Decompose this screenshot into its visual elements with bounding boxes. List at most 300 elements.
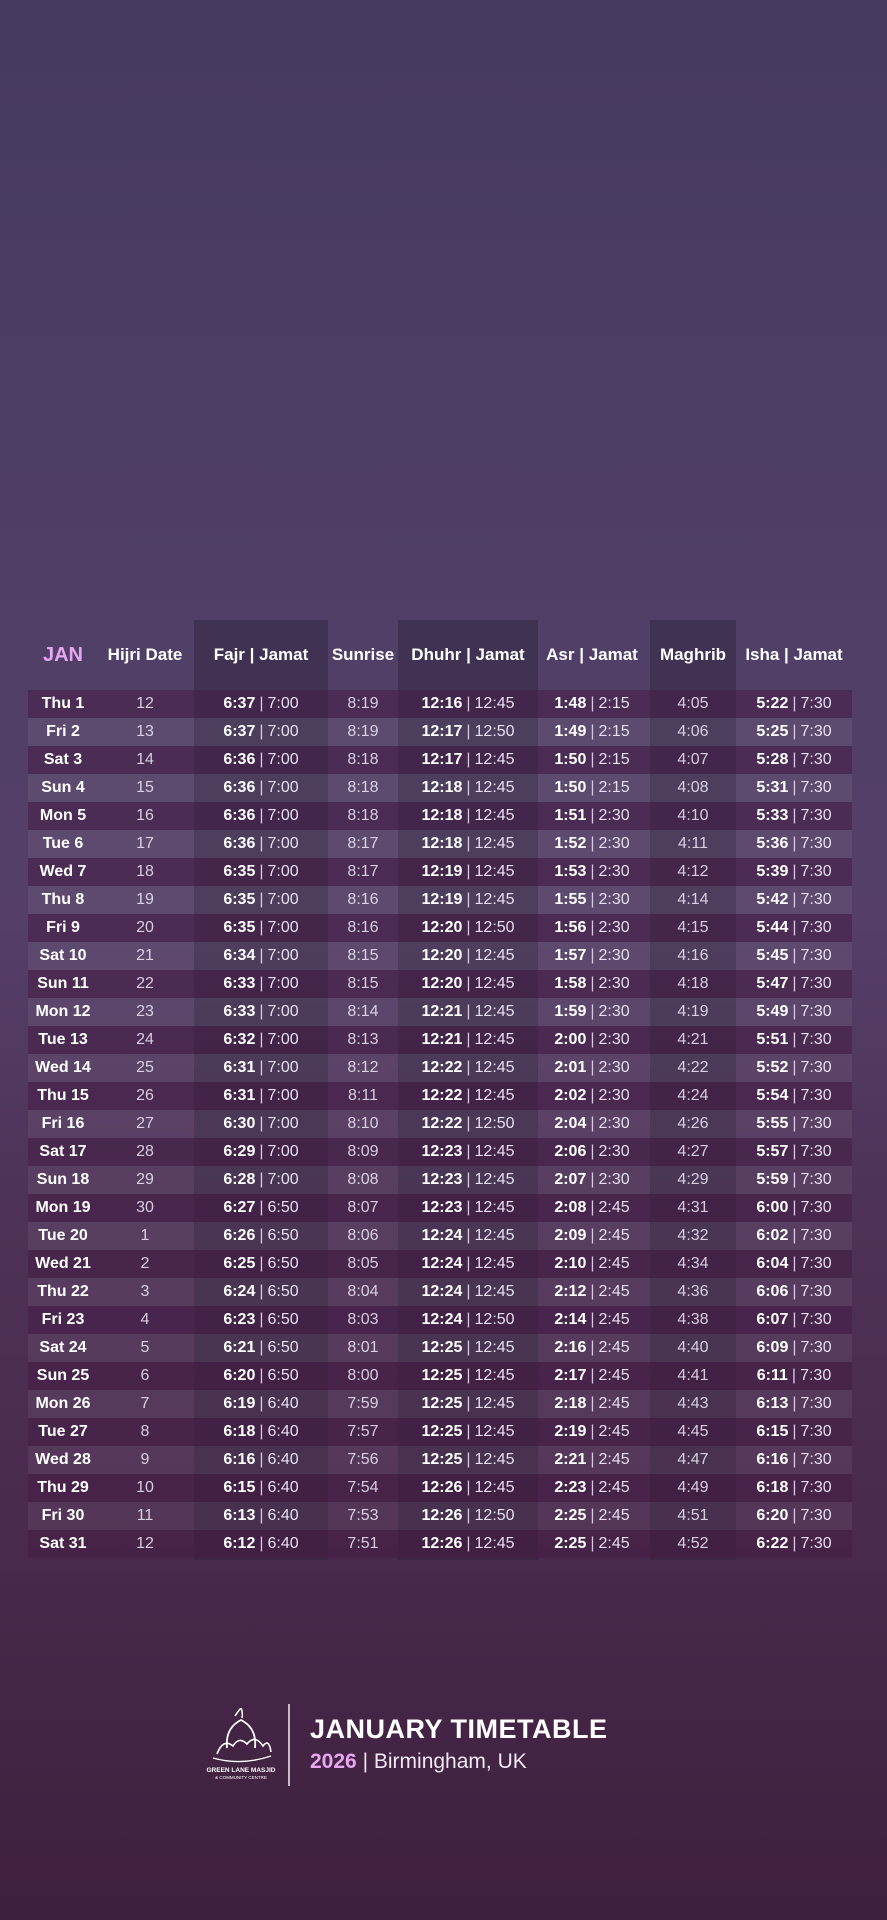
fajr-cell (194, 690, 328, 718)
hijri-value: 15 (136, 779, 154, 796)
dhuhr-jamat: 12:50 (474, 1311, 515, 1328)
isha-time: 5:49 (756, 1003, 789, 1020)
pipe-separator: | (590, 1031, 595, 1048)
day-cell (28, 1418, 98, 1446)
asr-jamat: 2:15 (598, 723, 630, 740)
pipe-separator: | (466, 1395, 471, 1412)
day-cell (28, 1110, 98, 1138)
table-row (28, 802, 852, 830)
maghrib-cell (650, 998, 736, 1026)
day-cell (28, 998, 98, 1026)
dhuhr-jamat: 12:45 (474, 751, 515, 768)
dhuhr-jamat: 12:50 (474, 1507, 515, 1524)
isha-time: 5:22 (756, 695, 789, 712)
maghrib-time: 4:36 (677, 1283, 709, 1300)
hijri-value: 21 (136, 947, 154, 964)
dhuhr-jamat: 12:45 (474, 1479, 515, 1496)
masjid-logo-icon (205, 1708, 277, 1782)
dhuhr-time: 12:24 (421, 1227, 463, 1244)
hijri-value: 23 (136, 1003, 154, 1020)
day-cell (28, 1446, 98, 1474)
pipe-separator: | (792, 1479, 797, 1496)
maghrib-cell (650, 970, 736, 998)
sunrise-cell (328, 1138, 398, 1166)
asr-time: 2:00 (554, 1031, 587, 1048)
maghrib-cell (650, 830, 736, 858)
maghrib-cell (650, 1474, 736, 1502)
table-row (28, 998, 852, 1026)
pipe-separator: | (466, 695, 471, 712)
maghrib-cell (650, 690, 736, 718)
hijri-cell (98, 942, 192, 970)
pipe-separator: | (792, 1255, 797, 1272)
isha-time: 6:04 (756, 1255, 789, 1272)
hijri-cell (98, 1446, 192, 1474)
dhuhr-cell (398, 1054, 538, 1082)
fajr-jamat: 7:00 (267, 779, 299, 796)
asr-jamat: 2:30 (598, 919, 630, 936)
fajr-time: 6:33 (223, 975, 256, 992)
dhuhr-cell (398, 1194, 538, 1222)
isha-cell (736, 1250, 852, 1278)
isha-time: 5:33 (756, 807, 789, 824)
asr-jamat: 2:45 (598, 1339, 630, 1356)
fajr-jamat: 7:00 (267, 1031, 299, 1048)
pipe-separator: | (466, 1003, 471, 1020)
hijri-value: 10 (136, 1479, 154, 1496)
isha-time: 6:07 (756, 1311, 789, 1328)
asr-time: 2:04 (554, 1115, 587, 1132)
asr-cell (538, 886, 646, 914)
dhuhr-time: 12:16 (421, 695, 463, 712)
pipe-separator: | (590, 863, 595, 880)
sunrise-time: 7:53 (347, 1507, 379, 1524)
asr-time: 1:52 (554, 835, 587, 852)
sunrise-cell (328, 886, 398, 914)
isha-cell (736, 858, 852, 886)
dhuhr-cell (398, 970, 538, 998)
hijri-value: 2 (140, 1255, 150, 1272)
dhuhr-jamat: 12:50 (474, 1115, 515, 1132)
asr-jamat: 2:45 (598, 1255, 630, 1272)
asr-cell (538, 802, 646, 830)
hijri-cell (98, 1278, 192, 1306)
day-label: Sat 10 (39, 947, 87, 964)
dhuhr-jamat: 12:45 (474, 1059, 515, 1076)
header-maghrib: Maghrib (659, 645, 727, 664)
hijri-cell (98, 1054, 192, 1082)
dhuhr-time: 12:18 (421, 779, 463, 796)
pipe-separator: | (466, 1227, 471, 1244)
sunrise-cell (328, 690, 398, 718)
fajr-cell (194, 774, 328, 802)
asr-cell (538, 1026, 646, 1054)
fajr-jamat: 7:00 (267, 1115, 299, 1132)
day-cell (28, 1530, 98, 1558)
isha-time: 6:20 (756, 1507, 789, 1524)
fajr-time: 6:33 (223, 1003, 256, 1020)
hijri-value: 27 (136, 1115, 154, 1132)
header-asr: Asr | Jamat (546, 645, 638, 664)
hijri-value: 20 (136, 919, 154, 936)
sunrise-cell (328, 914, 398, 942)
pipe-separator: | (466, 1507, 471, 1524)
isha-jamat: 7:30 (800, 723, 832, 740)
fajr-jamat: 6:50 (267, 1227, 299, 1244)
maghrib-time: 4:45 (677, 1423, 709, 1440)
day-cell (28, 1250, 98, 1278)
dhuhr-jamat: 12:45 (474, 1535, 515, 1552)
maghrib-time: 4:24 (677, 1087, 709, 1104)
fajr-time: 6:27 (223, 1199, 256, 1216)
fajr-jamat: 6:50 (267, 1199, 299, 1216)
dhuhr-time: 12:20 (421, 919, 463, 936)
pipe-separator: | (466, 1115, 471, 1132)
isha-jamat: 7:30 (800, 1423, 832, 1440)
isha-cell (736, 1222, 852, 1250)
asr-time: 2:25 (554, 1535, 587, 1552)
pipe-separator: | (466, 1087, 471, 1104)
isha-jamat: 7:30 (800, 1507, 832, 1524)
pipe-separator: | (466, 1423, 471, 1440)
asr-jamat: 2:45 (598, 1479, 630, 1496)
table-header (0, 620, 887, 690)
asr-jamat: 2:45 (598, 1311, 630, 1328)
table-row (28, 1222, 852, 1250)
fajr-time: 6:21 (223, 1339, 256, 1356)
table-row (28, 1110, 852, 1138)
asr-time: 1:48 (554, 695, 587, 712)
sunrise-time: 8:03 (347, 1311, 379, 1328)
pipe-separator: | (466, 1479, 471, 1496)
sunrise-time: 8:17 (347, 863, 379, 880)
fajr-jamat: 7:00 (267, 807, 299, 824)
isha-cell (736, 1446, 852, 1474)
dhuhr-cell (398, 942, 538, 970)
pipe-separator: | (466, 807, 471, 824)
dhuhr-cell (398, 1278, 538, 1306)
maghrib-time: 4:31 (677, 1199, 709, 1216)
sunrise-time: 8:15 (347, 975, 379, 992)
fajr-cell (194, 1306, 328, 1334)
pipe-separator: | (259, 975, 264, 992)
hijri-cell (98, 1474, 192, 1502)
day-cell (28, 1474, 98, 1502)
day-label: Thu 8 (41, 891, 85, 908)
isha-cell (736, 1306, 852, 1334)
day-label: Tue 20 (38, 1227, 88, 1244)
asr-time: 2:21 (554, 1451, 587, 1468)
sunrise-time: 8:11 (348, 1087, 378, 1104)
day-label: Fri 23 (41, 1311, 85, 1328)
pipe-separator: | (590, 1199, 595, 1216)
dhuhr-cell (398, 1474, 538, 1502)
hijri-value: 9 (140, 1451, 150, 1468)
pipe-separator: | (590, 1507, 595, 1524)
maghrib-time: 4:34 (677, 1255, 709, 1272)
asr-time: 2:08 (554, 1199, 587, 1216)
fajr-time: 6:26 (223, 1227, 256, 1244)
pipe-separator: | (791, 1367, 797, 1384)
hijri-cell (98, 1306, 192, 1334)
pipe-separator: | (590, 807, 595, 824)
day-cell (28, 1306, 98, 1334)
fajr-time: 6:13 (223, 1507, 256, 1524)
pipe-separator: | (590, 835, 595, 852)
sunrise-time: 8:16 (347, 891, 379, 908)
dhuhr-time: 12:25 (421, 1339, 463, 1356)
asr-jamat: 2:45 (598, 1395, 630, 1412)
day-label: Sat 17 (39, 1143, 87, 1160)
day-cell (28, 718, 98, 746)
isha-jamat: 7:30 (800, 1367, 832, 1384)
isha-time: 6:15 (756, 1423, 789, 1440)
maghrib-time: 4:40 (677, 1339, 709, 1356)
asr-jamat: 2:30 (598, 1143, 630, 1160)
isha-time: 6:13 (756, 1395, 789, 1412)
pipe-separator: | (259, 1087, 264, 1104)
dhuhr-jamat: 12:45 (474, 1031, 515, 1048)
pipe-separator: | (590, 1395, 595, 1412)
asr-time: 2:10 (554, 1255, 587, 1272)
pipe-separator: | (792, 695, 797, 712)
fajr-cell (194, 1362, 328, 1390)
pipe-separator: | (259, 1535, 264, 1552)
sunrise-cell (328, 1250, 398, 1278)
dhuhr-time: 12:17 (421, 751, 463, 768)
pipe-separator: | (259, 1031, 264, 1048)
pipe-separator: | (792, 1087, 797, 1104)
maghrib-time: 4:18 (677, 975, 709, 992)
pipe-separator: | (590, 1451, 595, 1468)
fajr-cell (194, 1446, 328, 1474)
pipe-separator: | (792, 1199, 797, 1216)
maghrib-cell (650, 1530, 736, 1558)
sunrise-cell (328, 1278, 398, 1306)
maghrib-cell (650, 914, 736, 942)
pipe-separator: | (466, 1143, 471, 1160)
fajr-jamat: 6:50 (267, 1311, 299, 1328)
pipe-separator: | (466, 1451, 471, 1468)
isha-time: 5:42 (756, 891, 789, 908)
pipe-separator: | (590, 1535, 595, 1552)
table-row (28, 1138, 852, 1166)
day-cell (28, 1138, 98, 1166)
dhuhr-time: 12:25 (421, 1367, 463, 1384)
hijri-value: 16 (136, 807, 154, 824)
pipe-separator: | (792, 1143, 797, 1160)
pipe-separator: | (466, 1031, 471, 1048)
isha-jamat: 7:30 (800, 751, 832, 768)
maghrib-cell (650, 1082, 736, 1110)
dhuhr-jamat: 12:45 (474, 891, 515, 908)
dhuhr-time: 12:25 (421, 1395, 463, 1412)
pipe-separator: | (259, 1255, 264, 1272)
sunrise-cell (328, 1474, 398, 1502)
fajr-jamat: 6:40 (267, 1479, 299, 1496)
table-row (28, 1334, 852, 1362)
hijri-cell (98, 746, 192, 774)
day-label: Thu 15 (37, 1087, 89, 1104)
isha-time: 6:06 (756, 1283, 789, 1300)
hijri-cell (98, 1334, 192, 1362)
dhuhr-jamat: 12:45 (474, 1255, 515, 1272)
fajr-jamat: 7:00 (267, 835, 299, 852)
fajr-jamat: 6:50 (267, 1255, 299, 1272)
day-cell (28, 914, 98, 942)
fajr-jamat: 6:40 (267, 1451, 299, 1468)
isha-time: 5:59 (756, 1171, 789, 1188)
isha-cell (736, 746, 852, 774)
fajr-time: 6:24 (223, 1283, 256, 1300)
header-dhuhr: Dhuhr | Jamat (411, 645, 525, 664)
maghrib-time: 4:10 (677, 807, 709, 824)
isha-cell (736, 1530, 852, 1558)
maghrib-time: 4:12 (677, 863, 709, 880)
dhuhr-time: 12:26 (421, 1535, 463, 1552)
header-fajr: Fajr | Jamat (213, 645, 309, 664)
pipe-separator: | (259, 1507, 264, 1524)
pipe-separator: | (792, 779, 797, 796)
pipe-separator: | (466, 947, 471, 964)
isha-jamat: 7:30 (800, 835, 832, 852)
dhuhr-jamat: 12:45 (474, 695, 515, 712)
table-row (28, 1362, 852, 1390)
asr-cell (538, 942, 646, 970)
fajr-time: 6:36 (223, 779, 256, 796)
asr-jamat: 2:45 (598, 1367, 630, 1384)
table-row (28, 1390, 852, 1418)
maghrib-time: 4:32 (677, 1227, 709, 1244)
table-row (28, 1082, 852, 1110)
hijri-cell (98, 802, 192, 830)
pipe-separator: | (259, 751, 264, 768)
dhuhr-jamat: 12:45 (474, 835, 515, 852)
isha-cell (736, 1474, 852, 1502)
sunrise-cell (328, 998, 398, 1026)
table-row (28, 1418, 852, 1446)
day-label: Tue 13 (38, 1031, 88, 1048)
pipe-separator: | (466, 751, 471, 768)
day-label: Sat 24 (39, 1339, 87, 1356)
asr-cell (538, 998, 646, 1026)
pipe-separator: | (466, 1255, 471, 1272)
asr-cell (538, 1110, 646, 1138)
isha-time: 5:39 (756, 863, 789, 880)
maghrib-cell (650, 774, 736, 802)
asr-time: 2:02 (554, 1087, 587, 1104)
sunrise-time: 8:18 (347, 779, 379, 796)
asr-time: 2:07 (554, 1171, 587, 1188)
asr-jamat: 2:30 (598, 1059, 630, 1076)
fajr-jamat: 7:00 (267, 751, 299, 768)
fajr-time: 6:19 (223, 1395, 256, 1412)
asr-jamat: 2:45 (598, 1199, 630, 1216)
hijri-cell (98, 858, 192, 886)
hijri-value: 30 (136, 1199, 154, 1216)
sunrise-cell (328, 774, 398, 802)
dhuhr-jamat: 12:45 (474, 1199, 515, 1216)
pipe-separator: | (259, 1423, 264, 1440)
isha-cell (736, 830, 852, 858)
fajr-jamat: 7:00 (267, 1171, 299, 1188)
svg-text:& COMMUNITY CENTRE: & COMMUNITY CENTRE (215, 1775, 267, 1780)
table-row (28, 914, 852, 942)
sunrise-cell (328, 746, 398, 774)
pipe-separator: | (590, 1115, 595, 1132)
sunrise-cell (328, 1334, 398, 1362)
sunrise-time: 8:06 (347, 1227, 379, 1244)
pipe-separator: | (259, 919, 264, 936)
pipe-separator: | (259, 779, 264, 796)
maghrib-time: 4:22 (677, 1059, 709, 1076)
dhuhr-time: 12:23 (421, 1171, 463, 1188)
sunrise-time: 8:05 (347, 1255, 379, 1272)
sunrise-cell (328, 1194, 398, 1222)
isha-jamat: 7:30 (800, 975, 832, 992)
day-cell (28, 1026, 98, 1054)
asr-time: 2:18 (554, 1395, 587, 1412)
dhuhr-cell (398, 1362, 538, 1390)
asr-jamat: 2:30 (598, 891, 630, 908)
hijri-cell (98, 886, 192, 914)
dhuhr-cell (398, 1390, 538, 1418)
fajr-time: 6:23 (223, 1311, 256, 1328)
fajr-cell (194, 942, 328, 970)
maghrib-cell (650, 1362, 736, 1390)
maghrib-time: 4:19 (677, 1003, 709, 1020)
maghrib-time: 4:05 (677, 695, 709, 712)
day-cell (28, 970, 98, 998)
asr-cell (538, 1138, 646, 1166)
isha-time: 5:25 (756, 723, 789, 740)
asr-cell (538, 774, 646, 802)
sunrise-time: 8:16 (347, 919, 379, 936)
fajr-cell (194, 914, 328, 942)
table-row (28, 970, 852, 998)
isha-cell (736, 774, 852, 802)
pipe-separator: | (590, 1003, 595, 1020)
asr-cell (538, 1222, 646, 1250)
sunrise-time: 7:54 (347, 1479, 379, 1496)
pipe-separator: | (259, 1283, 264, 1300)
pipe-separator: | (792, 1115, 797, 1132)
maghrib-cell (650, 802, 736, 830)
asr-time: 1:50 (554, 779, 587, 796)
dhuhr-cell (398, 1222, 538, 1250)
isha-cell (736, 886, 852, 914)
dhuhr-cell (398, 998, 538, 1026)
pipe-separator: | (259, 1003, 264, 1020)
table-row (28, 1530, 852, 1558)
maghrib-time: 4:14 (677, 891, 709, 908)
dhuhr-time: 12:20 (421, 975, 463, 992)
asr-cell (538, 1166, 646, 1194)
asr-time: 2:19 (554, 1423, 587, 1440)
asr-time: 2:12 (554, 1283, 587, 1300)
fajr-time: 6:31 (223, 1059, 256, 1076)
hijri-cell (98, 1138, 192, 1166)
hijri-cell (98, 1026, 192, 1054)
sunrise-cell (328, 1530, 398, 1558)
hijri-value: 18 (136, 863, 154, 880)
fajr-cell (194, 1054, 328, 1082)
asr-time: 2:09 (554, 1227, 587, 1244)
pipe-separator: | (466, 723, 471, 740)
isha-jamat: 7:30 (800, 1087, 832, 1104)
dhuhr-jamat: 12:45 (474, 1367, 515, 1384)
hijri-cell (98, 1502, 192, 1530)
